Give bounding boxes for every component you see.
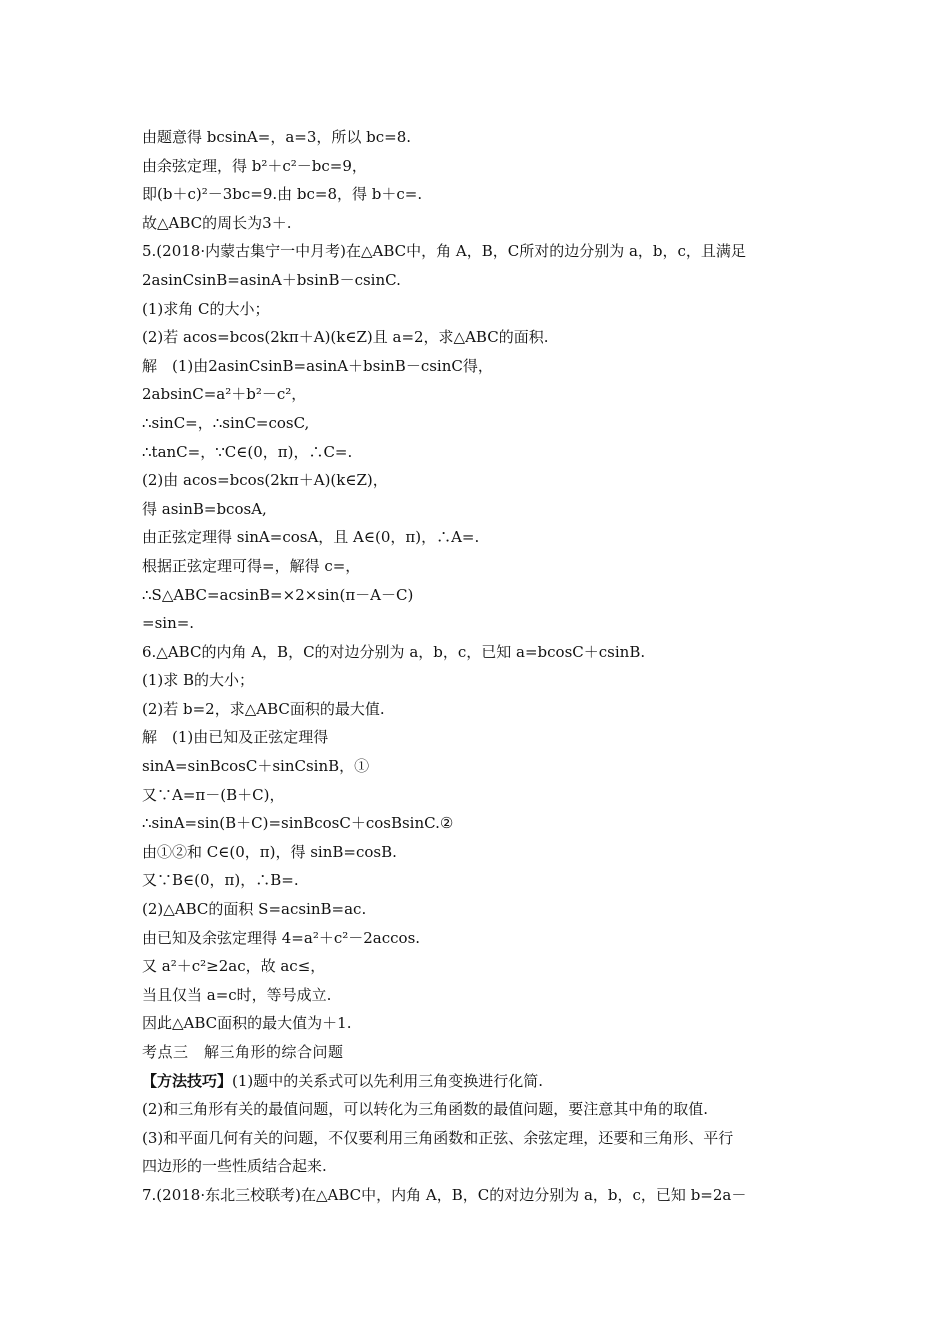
method-text: (3)和平面几何有关的问题，不仅要利用三角函数和正弦、余弦定理，还要和三角形、平行 <box>142 1128 734 1147</box>
text-line: 由已知及余弦定理得 4=a²＋c²－2accos. <box>142 928 421 947</box>
method-text: (2)和三角形有关的最值问题，可以转化为三角函数的最值问题，要注意其中角的取值. <box>142 1100 709 1119</box>
text-line: ∴tanC=，∵C∈(0，π)，∴C=. <box>142 442 353 461</box>
text-line: (2)由 acos=bcos(2kπ＋A)(k∈Z)， <box>142 471 388 490</box>
method-tip-line <box>142 1067 822 1096</box>
text-line: 由余弦定理，得 b²＋c²－bc=9， <box>142 156 367 175</box>
method-tag: 【方法技巧】 <box>142 1071 233 1090</box>
text-line: (2)△ABC的面积 S=acsinB=ac. <box>142 900 367 919</box>
text-line: (2)若 acos=bcos(2kπ＋A)(k∈Z)且 a=2，求△ABC的面积. <box>142 328 549 347</box>
text-line: 即(b＋c)²－3bc=9.由 bc=8，得 b＋c=. <box>142 185 423 204</box>
text-line: 2asinCsinB=asinA＋bsinB－csinC. <box>142 270 401 289</box>
text-line: (2)若 b=2，求△ABC面积的最大值. <box>142 699 385 718</box>
text-line: (1)求 B的大小； <box>142 671 255 690</box>
text-line: sinA=sinBcosC＋sinCsinB，① <box>142 757 370 776</box>
text-line: 由①②和 C∈(0，π)，得 sinB=cosB. <box>142 842 397 861</box>
solution-line: 解 (1)由已知及正弦定理得 <box>142 728 329 747</box>
problem-5-line: 5.(2018·内蒙古集宁一中月考)在△ABC中，角 A，B，C所对的边分别为 a，b，c，且满足 <box>142 242 746 261</box>
text-line: 因此△ABC面积的最大值为＋1. <box>142 1014 352 1033</box>
text-line: (1)求角 C的大小； <box>142 299 270 318</box>
text-line: ∴sinC=，∴sinC=cosC, <box>142 413 310 432</box>
method-text: 四边形的一些性质结合起来. <box>142 1157 327 1176</box>
problem-6-line: 6.△ABC的内角 A，B，C的对边分别为 a，b，c，已知 a=bcosC＋csinB. <box>142 642 646 661</box>
text-line: =sin=. <box>142 614 195 633</box>
text-line: ∴sinA=sin(B＋C)=sinBcosC＋cosBsinC.② <box>142 814 454 833</box>
text-line: 由正弦定理得 sinA=cosA，且 A∈(0，π)，∴A=. <box>142 528 480 547</box>
text-line: ∴S△ABC=acsinB=×2×sin(π－A－C) <box>142 585 414 604</box>
solution-line: 解 (1)由2asinCsinB=asinA＋bsinB－csinC得， <box>142 356 493 375</box>
text-line: 由题意得 bcsinA=，a=3，所以 bc=8. <box>142 128 412 146</box>
text-line: 得 asinB=bcosA, <box>142 499 267 518</box>
section-heading: 考点三 解三角形的综合问题 <box>142 1043 344 1061</box>
text-line: 又∵A=π－(B＋C)， <box>142 785 285 804</box>
document-body <box>142 123 822 1210</box>
method-text: (1)题中的关系式可以先利用三角变换进行化简. <box>232 1071 544 1090</box>
problem-7-line: 7.(2018·东北三校联考)在△ABC中，内角 A，B，C的对边分别为 a，b，c，已知 b=2a－ <box>142 1185 747 1204</box>
text-line: 故△ABC的周长为3＋. <box>142 213 292 232</box>
text-line: 当且仅当 a=c时，等号成立. <box>142 985 332 1004</box>
text-line: 2absinC=a²＋b²－c²， <box>142 385 307 404</box>
text-line: 又∵B∈(0，π)，∴B=. <box>142 871 299 890</box>
text-line: 根据正弦定理可得=，解得 c=， <box>142 556 361 575</box>
text-line: 又 a²＋c²≥2ac，故 ac≤， <box>142 957 326 976</box>
